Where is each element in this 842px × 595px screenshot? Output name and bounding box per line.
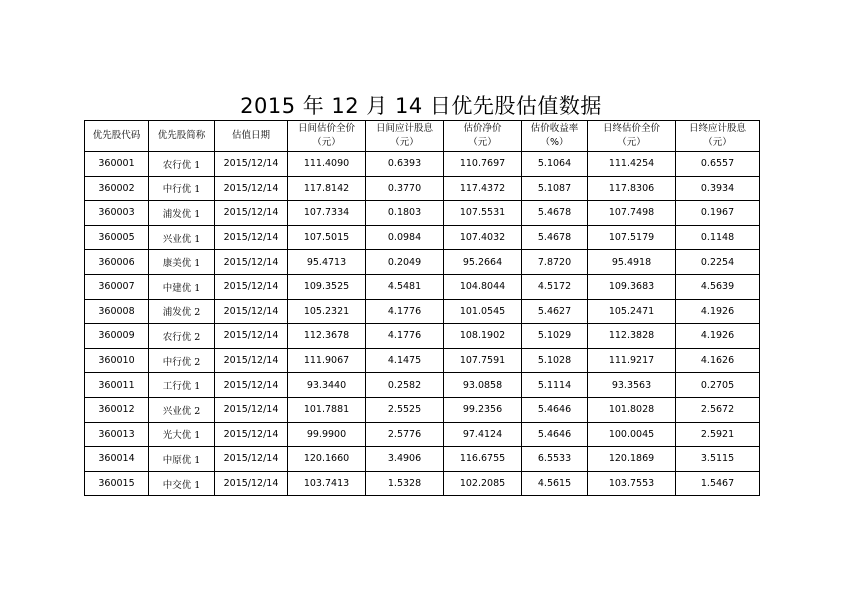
table-cell: 110.7697 xyxy=(444,152,522,177)
table-cell: 4.5615 xyxy=(522,471,588,496)
table-cell: 2015/12/14 xyxy=(215,471,288,496)
table-cell: 0.2049 xyxy=(366,250,444,275)
table-cell: 6.5533 xyxy=(522,447,588,472)
table-cell: 360001 xyxy=(85,152,149,177)
table-cell: 116.6755 xyxy=(444,447,522,472)
table-cell: 2015/12/14 xyxy=(215,201,288,226)
table-cell: 360011 xyxy=(85,373,149,398)
table-cell: 2015/12/14 xyxy=(215,152,288,177)
table-row xyxy=(85,152,760,177)
col-header: 优先股代码 xyxy=(85,121,149,152)
table-cell: 105.2321 xyxy=(288,299,366,324)
table-cell: 5.4646 xyxy=(522,422,588,447)
table-cell: 107.7334 xyxy=(288,201,366,226)
table-cell: 2015/12/14 xyxy=(215,225,288,250)
table-cell: 95.4713 xyxy=(288,250,366,275)
table-cell: 5.4678 xyxy=(522,225,588,250)
table-cell: 120.1869 xyxy=(588,447,676,472)
table-cell: 浦发优 1 xyxy=(149,201,215,226)
table-cell: 7.8720 xyxy=(522,250,588,275)
table-cell: 5.4627 xyxy=(522,299,588,324)
table-cell: 4.1475 xyxy=(366,348,444,373)
table-cell: 102.2085 xyxy=(444,471,522,496)
table-cell: 中建优 1 xyxy=(149,274,215,299)
table-cell: 103.7553 xyxy=(588,471,676,496)
table-cell: 360015 xyxy=(85,471,149,496)
table-cell: 4.5172 xyxy=(522,274,588,299)
table-cell: 112.3678 xyxy=(288,324,366,349)
table-cell: 360012 xyxy=(85,397,149,422)
table-cell: 101.8028 xyxy=(588,397,676,422)
table-cell: 0.1967 xyxy=(676,201,760,226)
table-cell: 中行优 2 xyxy=(149,348,215,373)
table-cell: 93.3440 xyxy=(288,373,366,398)
table-row xyxy=(85,422,760,447)
table-cell: 109.3683 xyxy=(588,274,676,299)
table-cell: 360013 xyxy=(85,422,149,447)
table-cell: 2015/12/14 xyxy=(215,299,288,324)
table-cell: 农行优 1 xyxy=(149,152,215,177)
table-cell: 1.5467 xyxy=(676,471,760,496)
table-cell: 360005 xyxy=(85,225,149,250)
table-cell: 105.2471 xyxy=(588,299,676,324)
table-cell: 99.9900 xyxy=(288,422,366,447)
table-cell: 111.9217 xyxy=(588,348,676,373)
table-cell: 360008 xyxy=(85,299,149,324)
table-cell: 0.3934 xyxy=(676,176,760,201)
table-cell: 117.8306 xyxy=(588,176,676,201)
table-row xyxy=(85,324,760,349)
table-cell: 农行优 2 xyxy=(149,324,215,349)
table-cell: 2015/12/14 xyxy=(215,397,288,422)
table-cell: 2015/12/14 xyxy=(215,422,288,447)
table-cell: 360009 xyxy=(85,324,149,349)
table-cell: 2.5921 xyxy=(676,422,760,447)
table-cell: 4.5481 xyxy=(366,274,444,299)
table-row xyxy=(85,250,760,275)
table-cell: 兴业优 2 xyxy=(149,397,215,422)
table-cell: 康美优 1 xyxy=(149,250,215,275)
table-cell: 兴业优 1 xyxy=(149,225,215,250)
table-cell: 3.4906 xyxy=(366,447,444,472)
table-cell: 2.5525 xyxy=(366,397,444,422)
table-cell: 4.1626 xyxy=(676,348,760,373)
table-cell: 0.2254 xyxy=(676,250,760,275)
col-header: 估价净价 （元） xyxy=(444,121,522,152)
table-cell: 103.7413 xyxy=(288,471,366,496)
table-cell: 360006 xyxy=(85,250,149,275)
table-cell: 4.1926 xyxy=(676,299,760,324)
table-cell: 0.6557 xyxy=(676,152,760,177)
col-header: 日间估价全价 （元） xyxy=(288,121,366,152)
table-row xyxy=(85,373,760,398)
table-cell: 2015/12/14 xyxy=(215,324,288,349)
table-cell: 99.2356 xyxy=(444,397,522,422)
table-cell: 0.2705 xyxy=(676,373,760,398)
table-cell: 4.1926 xyxy=(676,324,760,349)
table-cell: 2015/12/14 xyxy=(215,348,288,373)
table-cell: 5.1064 xyxy=(522,152,588,177)
table-cell: 117.8142 xyxy=(288,176,366,201)
table-row xyxy=(85,299,760,324)
table-row xyxy=(85,201,760,226)
table-cell: 2.5776 xyxy=(366,422,444,447)
table-row xyxy=(85,447,760,472)
table-cell: 2015/12/14 xyxy=(215,373,288,398)
col-header: 日终估价全价 （元） xyxy=(588,121,676,152)
table-cell: 360003 xyxy=(85,201,149,226)
table-cell: 2015/12/14 xyxy=(215,250,288,275)
table-cell: 0.1148 xyxy=(676,225,760,250)
table-cell: 111.4254 xyxy=(588,152,676,177)
table-cell: 111.4090 xyxy=(288,152,366,177)
table-cell: 5.1028 xyxy=(522,348,588,373)
table-row xyxy=(85,397,760,422)
table-cell: 107.5015 xyxy=(288,225,366,250)
table-row xyxy=(85,225,760,250)
table-cell: 107.7591 xyxy=(444,348,522,373)
table-cell: 5.1029 xyxy=(522,324,588,349)
table-cell: 360007 xyxy=(85,274,149,299)
table-cell: 1.5328 xyxy=(366,471,444,496)
table-cell: 4.1776 xyxy=(366,299,444,324)
col-header: 估价收益率 （%） xyxy=(522,121,588,152)
table-cell: 5.1087 xyxy=(522,176,588,201)
table-cell: 2015/12/14 xyxy=(215,447,288,472)
table-cell: 0.2582 xyxy=(366,373,444,398)
table-cell: 2015/12/14 xyxy=(215,274,288,299)
table-cell: 107.5531 xyxy=(444,201,522,226)
table-cell: 2.5672 xyxy=(676,397,760,422)
table-cell: 111.9067 xyxy=(288,348,366,373)
table-cell: 360002 xyxy=(85,176,149,201)
table-cell: 0.6393 xyxy=(366,152,444,177)
table-row xyxy=(85,348,760,373)
table-cell: 5.4678 xyxy=(522,201,588,226)
table-cell: 2015/12/14 xyxy=(215,176,288,201)
table-cell: 0.3770 xyxy=(366,176,444,201)
col-header: 估值日期 xyxy=(215,121,288,152)
col-header: 日终应计股息 （元） xyxy=(676,121,760,152)
table-cell: 360010 xyxy=(85,348,149,373)
table-cell: 3.5115 xyxy=(676,447,760,472)
table-cell: 101.0545 xyxy=(444,299,522,324)
table-cell: 108.1902 xyxy=(444,324,522,349)
table-cell: 112.3828 xyxy=(588,324,676,349)
table-cell: 工行优 1 xyxy=(149,373,215,398)
table-cell: 5.1114 xyxy=(522,373,588,398)
table-cell: 中行优 1 xyxy=(149,176,215,201)
table-cell: 5.4646 xyxy=(522,397,588,422)
table-cell: 100.0045 xyxy=(588,422,676,447)
table-cell: 109.3525 xyxy=(288,274,366,299)
table-cell: 0.1803 xyxy=(366,201,444,226)
header-row xyxy=(85,121,760,152)
col-header: 日间应计股息 （元） xyxy=(366,121,444,152)
table-cell: 117.4372 xyxy=(444,176,522,201)
page-title: 2015 年 12 月 14 日优先股估值数据 xyxy=(240,94,602,118)
table-cell: 中交优 1 xyxy=(149,471,215,496)
table-cell: 93.3563 xyxy=(588,373,676,398)
table-cell: 120.1660 xyxy=(288,447,366,472)
table-cell: 107.4032 xyxy=(444,225,522,250)
table-cell: 中原优 1 xyxy=(149,447,215,472)
table-cell: 光大优 1 xyxy=(149,422,215,447)
table-cell: 101.7881 xyxy=(288,397,366,422)
table-cell: 95.2664 xyxy=(444,250,522,275)
table-cell: 浦发优 2 xyxy=(149,299,215,324)
table-cell: 97.4124 xyxy=(444,422,522,447)
table-cell: 0.0984 xyxy=(366,225,444,250)
table-cell: 360014 xyxy=(85,447,149,472)
table-row xyxy=(85,274,760,299)
table-cell: 95.4918 xyxy=(588,250,676,275)
table-cell: 4.1776 xyxy=(366,324,444,349)
table-cell: 107.7498 xyxy=(588,201,676,226)
table-cell: 4.5639 xyxy=(676,274,760,299)
table-cell: 104.8044 xyxy=(444,274,522,299)
table-cell: 107.5179 xyxy=(588,225,676,250)
table-row xyxy=(85,471,760,496)
valuation-table xyxy=(84,120,760,496)
col-header: 优先股简称 xyxy=(149,121,215,152)
table-cell: 93.0858 xyxy=(444,373,522,398)
table-row xyxy=(85,176,760,201)
